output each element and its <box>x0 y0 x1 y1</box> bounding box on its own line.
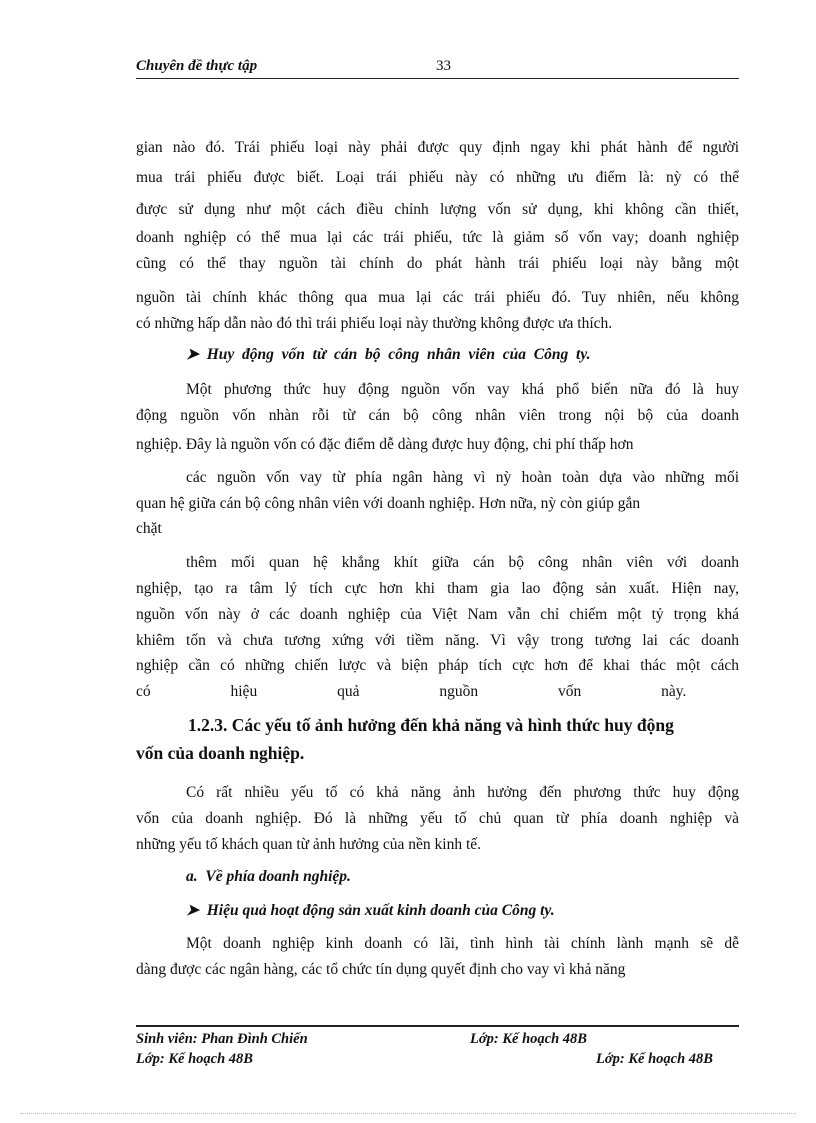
text-line: nghiệp cần có những chiến lược và biện pháp tích cực hơn để khai thác một cách <box>136 657 739 674</box>
text-line: vốn của doanh nghiệp. Đó là những yếu tố chủ quan từ phía doanh nghiệp và <box>136 810 739 827</box>
text-line: động nguồn vốn nhàn rỗi từ cán bộ công nhân viên trong nội bộ của doanh <box>136 407 739 424</box>
text-line: các nguồn vốn vay từ phía ngân hàng vì nỳ hoàn toàn dựa vào những mối <box>186 469 739 486</box>
text-line: doanh nghiệp có thể mua lại các trái phiếu, tức là giảm số vốn vay; doanh nghiệp <box>136 229 739 246</box>
footer-student: Sinh viên: Phan Đình Chiến <box>136 1031 308 1047</box>
text-line: mua trái phiếu được biết. Loại trái phiếu này có những ưu điểm là: nỳ có thể <box>136 169 739 186</box>
text-line: thêm mối quan hệ khắng khít giữa cán bộ công nhân viên với doanh <box>186 554 739 571</box>
footer-class: Lớp: Kế hoạch 48B <box>136 1051 253 1067</box>
footer-divider <box>136 1025 739 1027</box>
text-line: những yếu tố khách quan từ ảnh hưởng của nền kinh tế. <box>136 836 482 853</box>
page-number: 33 <box>436 58 451 74</box>
text-line: Có rất nhiều yếu tố có khả năng ảnh hưởng đến phương thức huy động <box>186 784 739 801</box>
footer-class: Lớp: Kế hoạch 48B <box>596 1051 713 1067</box>
subheading-business-efficiency: ➤ Hiệu quả hoạt động sản xuất kinh doanh của Công ty. <box>186 902 555 919</box>
page-header <box>136 58 739 79</box>
text-line: nguồn tài chính khác thông qua mua lại các trái phiếu đó. Tuy nhiên, nếu không <box>136 289 739 306</box>
text-line: quan hệ giữa cán bộ công nhân viên với doanh nghiệp. Hơn nữa, nỳ còn giúp gắn <box>136 495 641 512</box>
text-line: khiêm tốn và chưa tương xứng với tiềm năng. Vì vậy trong tương lai các doanh <box>136 632 739 649</box>
subheading-enterprise: a. Về phía doanh nghiệp. <box>186 868 351 885</box>
text-line: chặt <box>136 520 162 537</box>
text-line: dàng được các ngân hàng, các tổ chức tín dụng quyết định cho vay vì khả năng <box>136 961 626 978</box>
footer-class: Lớp: Kế hoạch 48B <box>470 1031 587 1047</box>
text-line: nguồn vốn này ở các doanh nghiệp của Việt Nam vẫn chỉ chiếm một tỷ trọng khá <box>136 606 739 623</box>
text-line: cũng có thể thay nguồn tài chính do phát hành trái phiếu loại này bằng một <box>136 255 739 272</box>
text-line: có những hấp dẫn nào đó thì trái phiếu loại này thường không được ưa thích. <box>136 315 613 332</box>
section-heading: 1.2.3. Các yếu tố ảnh hưởng đến khả năng và hình thức huy động <box>188 715 674 735</box>
text-line: được sử dụng như một cách điều chỉnh lượng vốn sử dụng, khi không cần thiết, <box>136 201 739 218</box>
text-line: Một phương thức huy động nguồn vốn vay khá phổ biến nữa đó là huy <box>186 381 739 398</box>
subheading-staff-capital: ➤ Huy động vốn từ cán bộ công nhân viên của Công ty. <box>186 346 591 363</box>
text-line: có hiệu quả nguồn vốn này. <box>136 683 687 700</box>
section-heading-continued: vốn của doanh nghiệp. <box>136 743 305 763</box>
text-line: nghiệp. Đây là nguồn vốn có đặc điểm dễ dàng được huy động, chi phí thấp hơn <box>136 436 634 453</box>
page-bottom-divider <box>20 1113 796 1114</box>
text-line: Một doanh nghiệp kinh doanh có lãi, tình hình tài chính lành mạnh sẽ dễ <box>186 935 739 952</box>
text-line: nghiệp, tạo ra tâm lý tích cực hơn khi tham gia lao động sản xuất. Hiện nay, <box>136 580 739 597</box>
header-title: Chuyên đề thực tập <box>136 58 258 74</box>
text-line: gian nào đó. Trái phiếu loại này phải được quy định ngay khi phát hành để người <box>136 139 739 156</box>
